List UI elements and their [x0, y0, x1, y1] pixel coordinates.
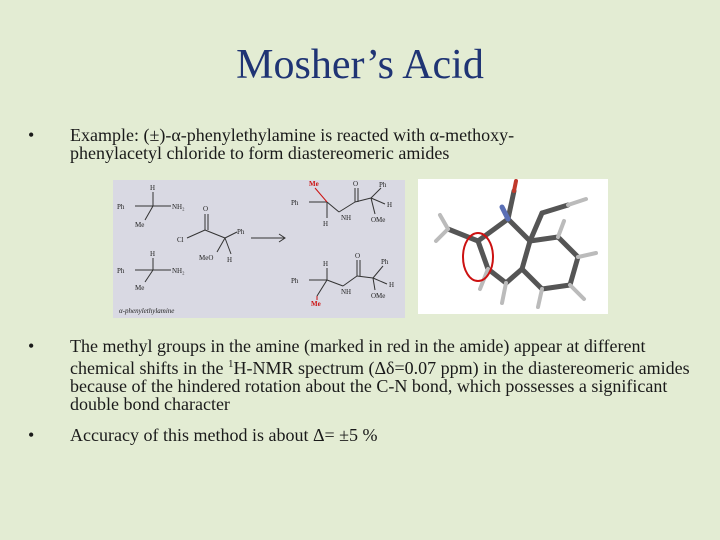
atom-label: OMe [371, 292, 386, 300]
bullet-line: Example: (±)-α-phenylethylamine is reacted with α-methoxy- [70, 125, 515, 145]
bullet-line: phenylacetyl chloride to form diastereomeric amides [70, 143, 450, 163]
atom-label: Ph [237, 228, 245, 236]
bullet-text-part: The methyl groups in the amine (marked in red in the amide) appear at different chemical shifts in the [70, 336, 646, 378]
atom-label: H [389, 281, 395, 289]
atom-label: Ph [379, 181, 387, 189]
atom-label: O [203, 205, 209, 213]
reaction-scheme-drawing [113, 180, 405, 318]
atom-label: OMe [371, 216, 386, 224]
atom-label: Ph [117, 203, 125, 211]
atom-label: NH [341, 214, 352, 222]
atom-label: Cl [177, 236, 184, 244]
slide-title: Mosher’s Acid [236, 42, 484, 88]
bullet-text [70, 126, 710, 162]
bullet-marker: • [28, 336, 35, 356]
atom-label: H [323, 220, 329, 228]
atom-label: Me [135, 284, 145, 292]
bullet-text [70, 337, 710, 413]
molecule-3d-model [418, 179, 608, 314]
atom-label: Ph [381, 258, 389, 266]
atom-label: O [353, 180, 359, 188]
bullet-text-part: H-NMR spectrum (Δδ=0.07 ppm) in the diastereomeric amides because of the hindered rotation about the C-N bond, which possesses a significant double bond character [70, 358, 690, 414]
reaction-scheme [113, 180, 405, 318]
methyl-label-red: Me [309, 180, 319, 188]
bullet-marker: • [28, 425, 35, 445]
atom-label: H [387, 201, 393, 209]
atom-label: H [150, 250, 156, 258]
methyl-label-red: Me [311, 300, 321, 308]
molecule-model-drawing [418, 179, 608, 314]
atom-label: Ph [291, 199, 299, 207]
atom-label: MeO [199, 254, 214, 262]
atom-label: NH₂ [172, 267, 185, 275]
atom-label: Me [135, 221, 145, 229]
atom-label: H [323, 260, 329, 268]
bullet-text: Accuracy of this method is about Δ= ±5 % [70, 425, 378, 445]
atom-label: NH [341, 288, 352, 296]
atom-label: Ph [117, 267, 125, 275]
bullet-marker: • [28, 125, 35, 145]
atom-label: Ph [291, 277, 299, 285]
atom-label: H [150, 184, 156, 192]
amine-caption: α-phenylethylamine [119, 307, 175, 315]
atom-label: H [227, 256, 233, 264]
superscript: 1 [227, 358, 234, 370]
atom-label: O [355, 252, 361, 260]
atom-label: NH₂ [172, 203, 185, 211]
